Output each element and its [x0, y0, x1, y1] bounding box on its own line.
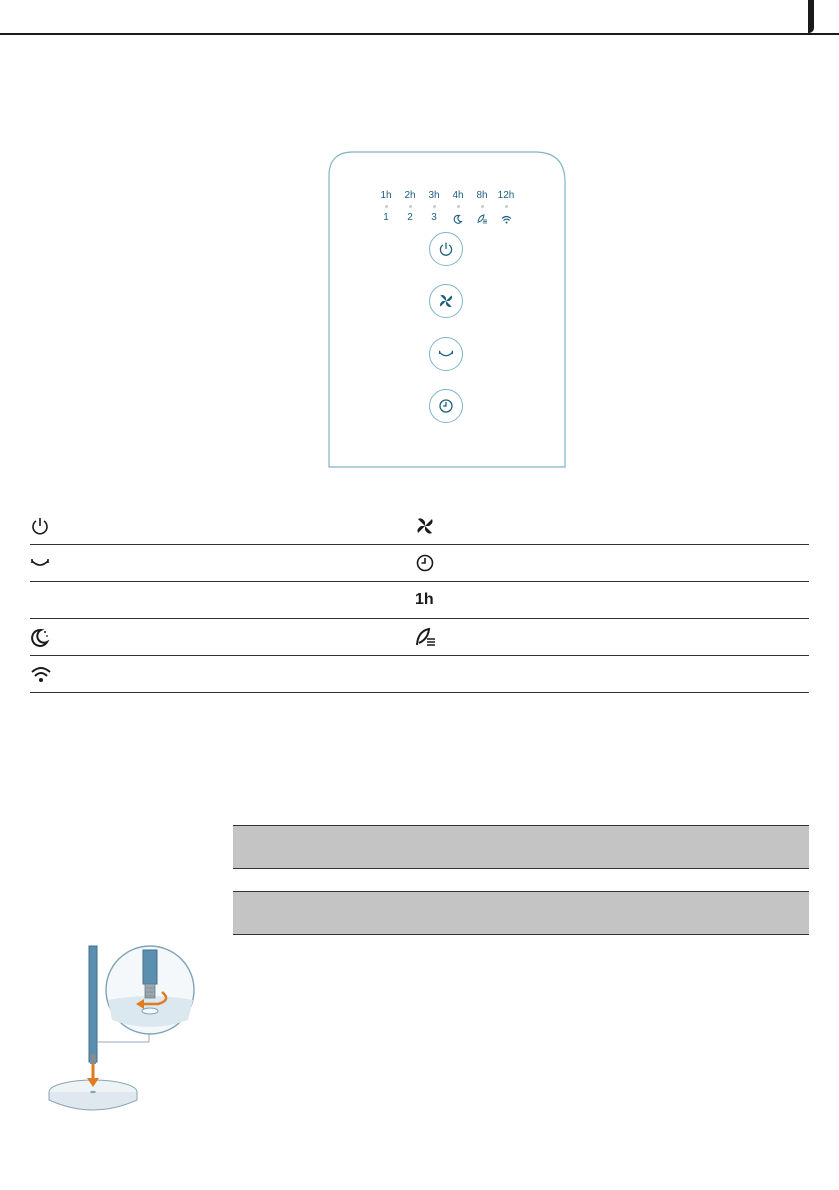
timer-label-2h: 2h [404, 190, 416, 201]
oscillation-icon [438, 349, 454, 359]
oscillation-button[interactable] [429, 337, 463, 371]
fan-icon [438, 293, 454, 309]
legend-cell-empty [30, 582, 390, 618]
table-header-bar [233, 892, 809, 935]
wifi-icon [494, 211, 518, 229]
timer-label-4h: 4h [452, 190, 464, 201]
timer-label-12h: 12h [497, 190, 515, 201]
indicator-dot [505, 205, 508, 208]
fan-speed-button[interactable] [429, 284, 463, 318]
legend-cell-power [30, 508, 390, 544]
legend-cell-fan [415, 508, 809, 544]
leaf-wind-icon [470, 211, 494, 229]
legend-cell-empty [415, 656, 809, 692]
speed-label-2: 2 [407, 212, 413, 223]
indicator-dot [457, 205, 460, 208]
legend-row [30, 582, 809, 619]
pole-base-assembly-illustration [30, 942, 210, 1122]
oscillation-icon [30, 557, 50, 569]
table-row [233, 869, 809, 892]
moon-icon [446, 211, 470, 229]
legend-cell-timer [415, 582, 809, 618]
indicator-dot [481, 205, 484, 208]
power-icon [30, 516, 50, 536]
speed-label-3: 3 [431, 212, 437, 223]
assembly-table [233, 825, 809, 935]
legend-row [30, 508, 809, 545]
fan-icon [415, 516, 435, 536]
page-tab-marker [808, 0, 814, 33]
legend-cell-natural-wind [415, 619, 809, 655]
moon-icon [30, 627, 50, 647]
legend-row [30, 656, 809, 693]
indicator-dot [409, 205, 412, 208]
top-rule [0, 33, 839, 35]
legend-cell-clock [415, 545, 809, 581]
power-icon [438, 241, 454, 257]
icon-legend-table [30, 508, 809, 693]
clock-icon [415, 553, 435, 573]
wifi-icon [30, 665, 52, 683]
indicator-dot [385, 205, 388, 208]
clock-icon [438, 398, 454, 414]
legend-cell-oscillation [30, 545, 390, 581]
legend-cell-wifi [30, 656, 390, 692]
leaf-wind-icon [415, 627, 437, 647]
timer-text-icon: 1h [415, 591, 434, 608]
legend-cell-sleep [30, 619, 390, 655]
timer-label-3h: 3h [428, 190, 440, 201]
legend-row [30, 619, 809, 656]
speed-label-1: 1 [383, 212, 389, 223]
timer-label-1h: 1h [380, 190, 392, 201]
timer-label-8h: 8h [476, 190, 488, 201]
indicator-dot [433, 205, 436, 208]
table-header-bar [233, 825, 809, 869]
timer-button[interactable] [429, 389, 463, 423]
legend-row [30, 545, 809, 582]
power-button[interactable] [429, 232, 463, 266]
